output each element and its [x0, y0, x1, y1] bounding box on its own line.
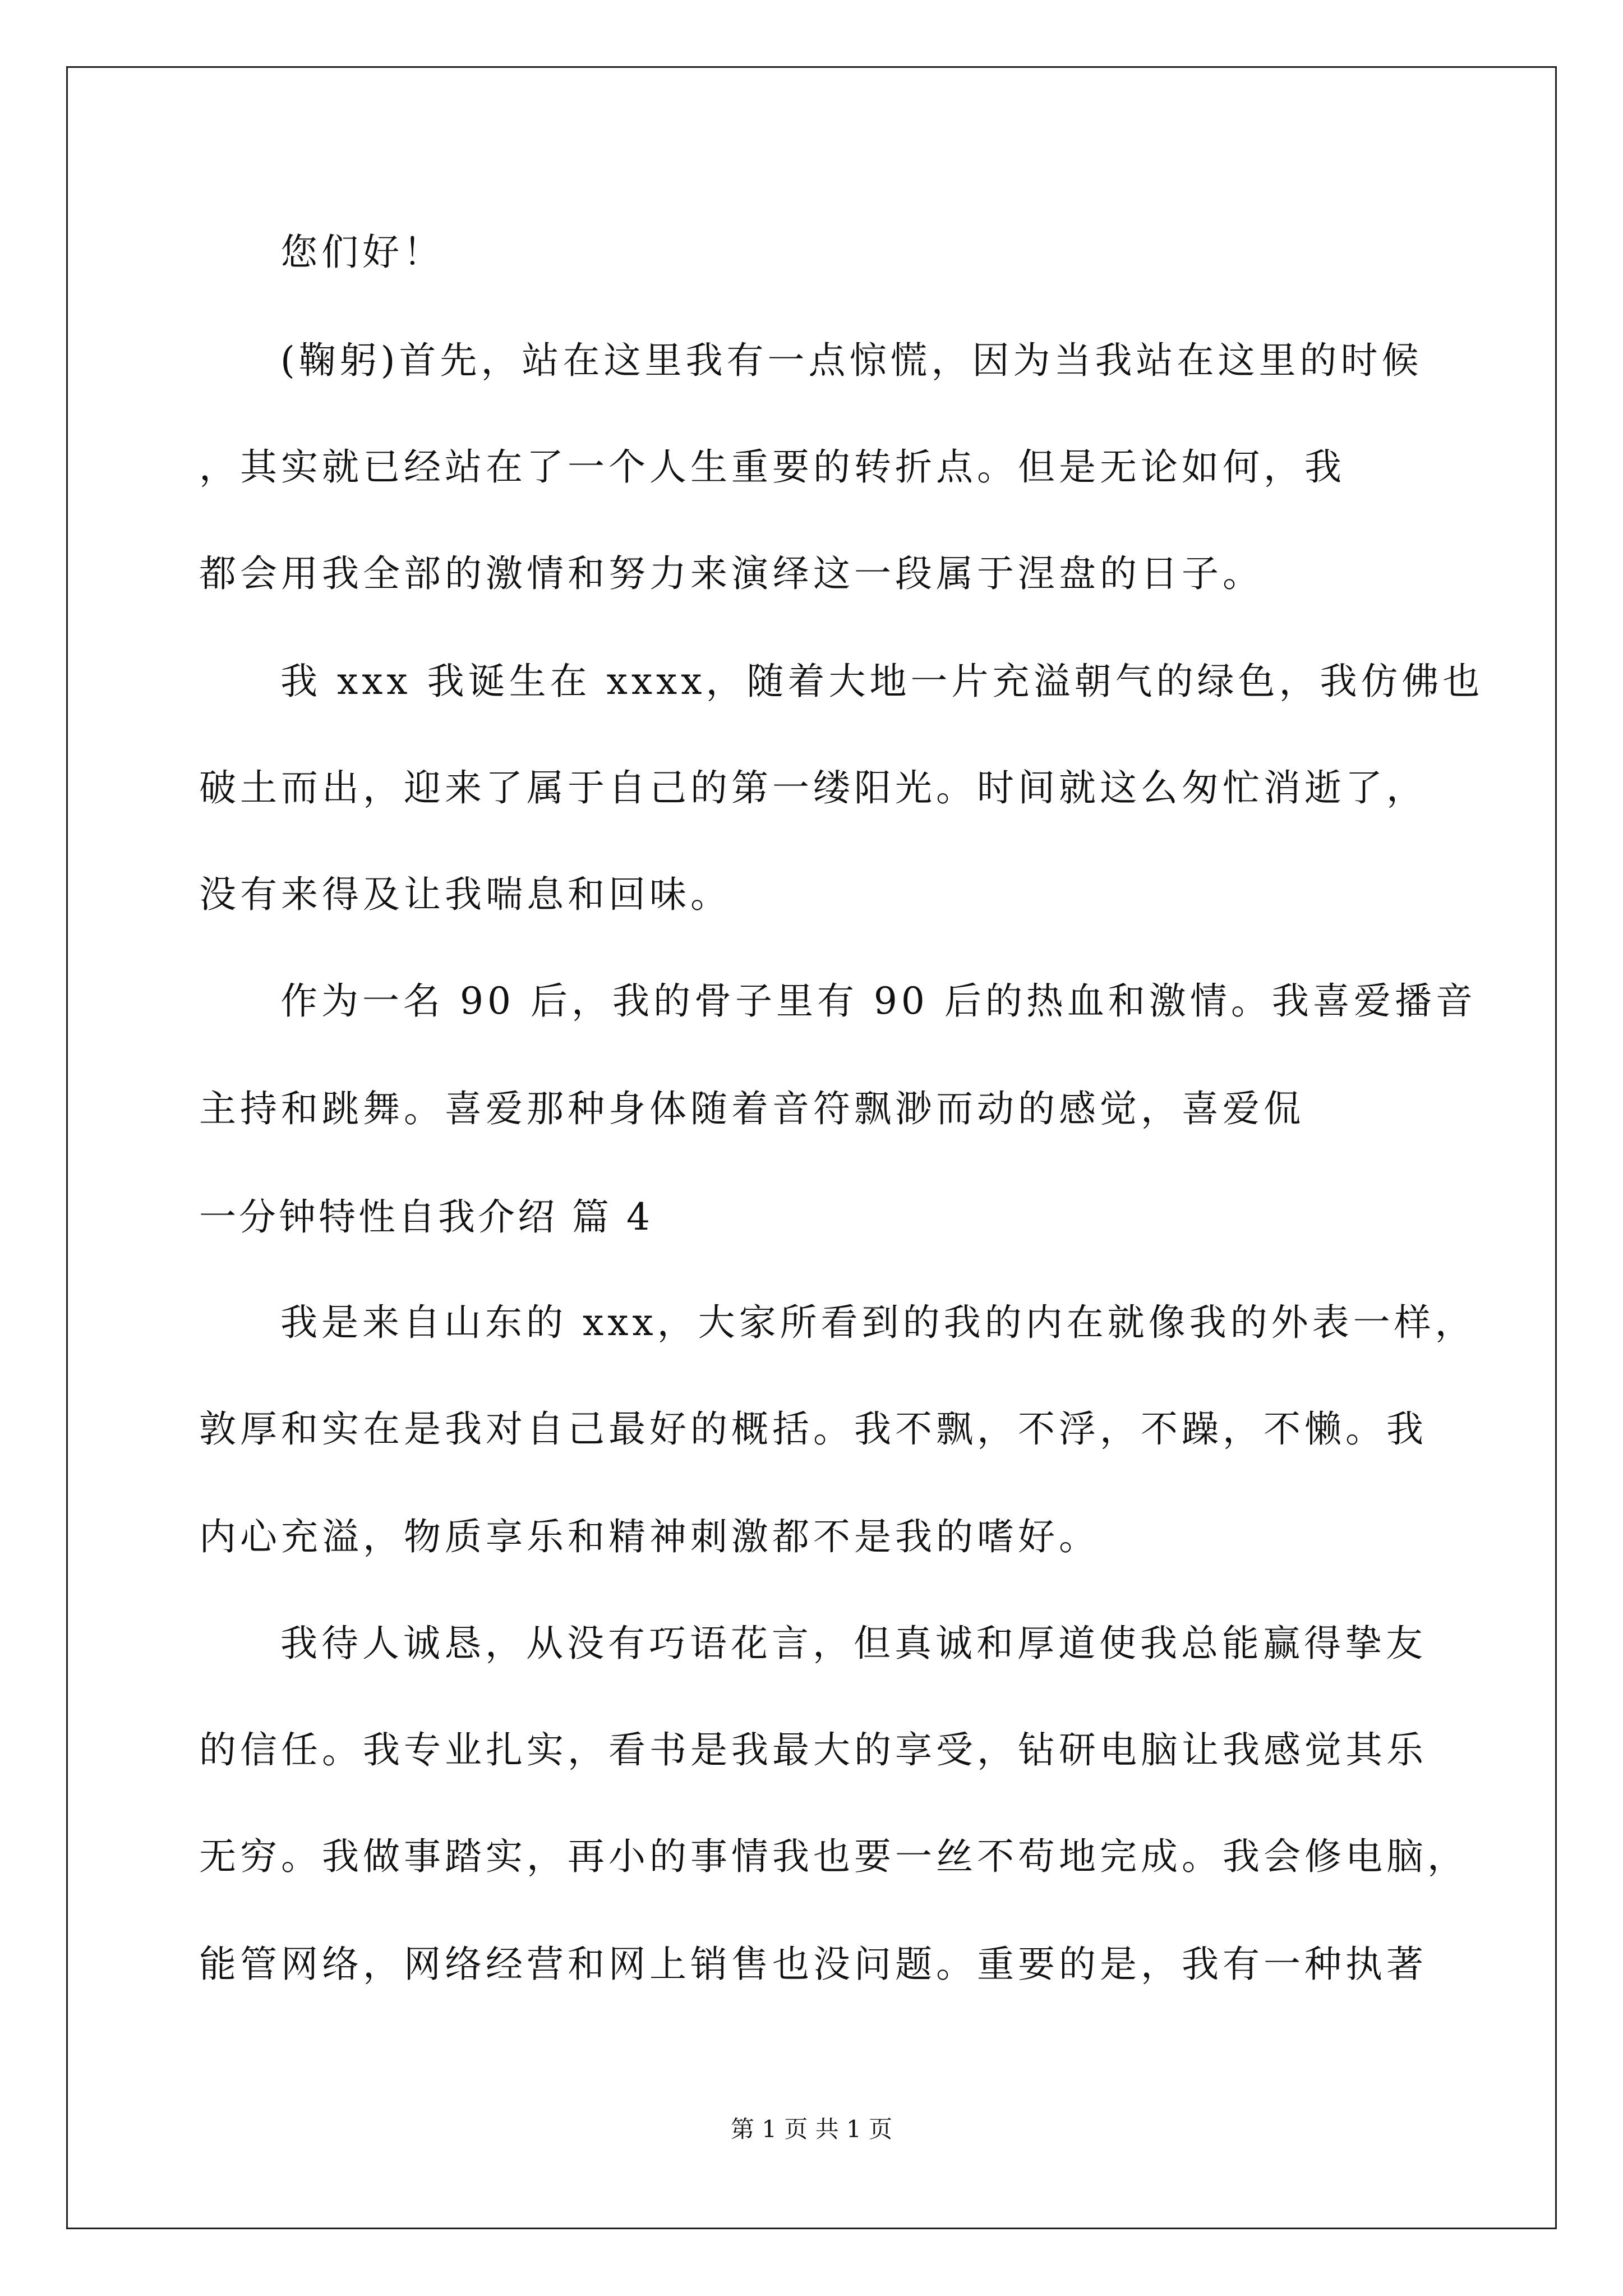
page-border [66, 66, 1557, 2229]
text-line: 的信任。我专业扎实，看书是我最大的享受，钻研电脑让我感觉其乐 [199, 1728, 1427, 1772]
text-line: 能管网络，网络经营和网上销售也没问题。重要的是，我有一种执著 [199, 1943, 1427, 1986]
text-line: ，其实就已经站在了一个人生重要的转折点。但是无论如何，我 [199, 445, 1345, 489]
text-line: 都会用我全部的激情和努力来演绎这一段属于涅盘的日子。 [199, 552, 1264, 595]
text-line: 您们好！ [280, 231, 444, 274]
text-line: 内心充溢，物质享乐和精神刺激都不是我的嗜好。 [199, 1515, 1100, 1558]
section-heading: 一分钟特性自我介绍 篇 4 [199, 1195, 653, 1239]
text-line: 我 xxx 我诞生在 xxxx，随着大地一片充溢朝气的绿色，我仿佛也 [280, 660, 1484, 703]
text-line: 敦厚和实在是我对自己最好的概括。我不飘，不浮，不躁，不懒。我 [199, 1407, 1427, 1451]
page-number-footer: 第 1 页 共 1 页 [730, 2115, 893, 2143]
text-line: 没有来得及让我喘息和回味。 [199, 873, 731, 916]
text-line: 无穷。我做事踏实，再小的事情我也要一丝不苟地完成。我会修电脑， [199, 1835, 1468, 1878]
text-line: 破土而出，迎来了属于自己的第一缕阳光。时间就这么匆忙消逝了， [199, 766, 1427, 809]
text-line: 我是来自山东的 xxx，大家所看到的我的内在就像我的外表一样， [280, 1301, 1476, 1344]
text-line: 我待人诚恳，从没有巧语花言，但真诚和厚道使我总能赢得挚友 [280, 1622, 1427, 1665]
text-line: (鞠躬)首先，站在这里我有一点惊慌，因为当我站在这里的时候 [280, 339, 1423, 382]
text-line: 作为一名 90 后，我的骨子里有 90 后的热血和激情。我喜爱播音 [280, 979, 1477, 1023]
text-line: 主持和跳舞。喜爱那种身体随着音符飘渺而动的感觉，喜爱侃 [199, 1087, 1304, 1130]
